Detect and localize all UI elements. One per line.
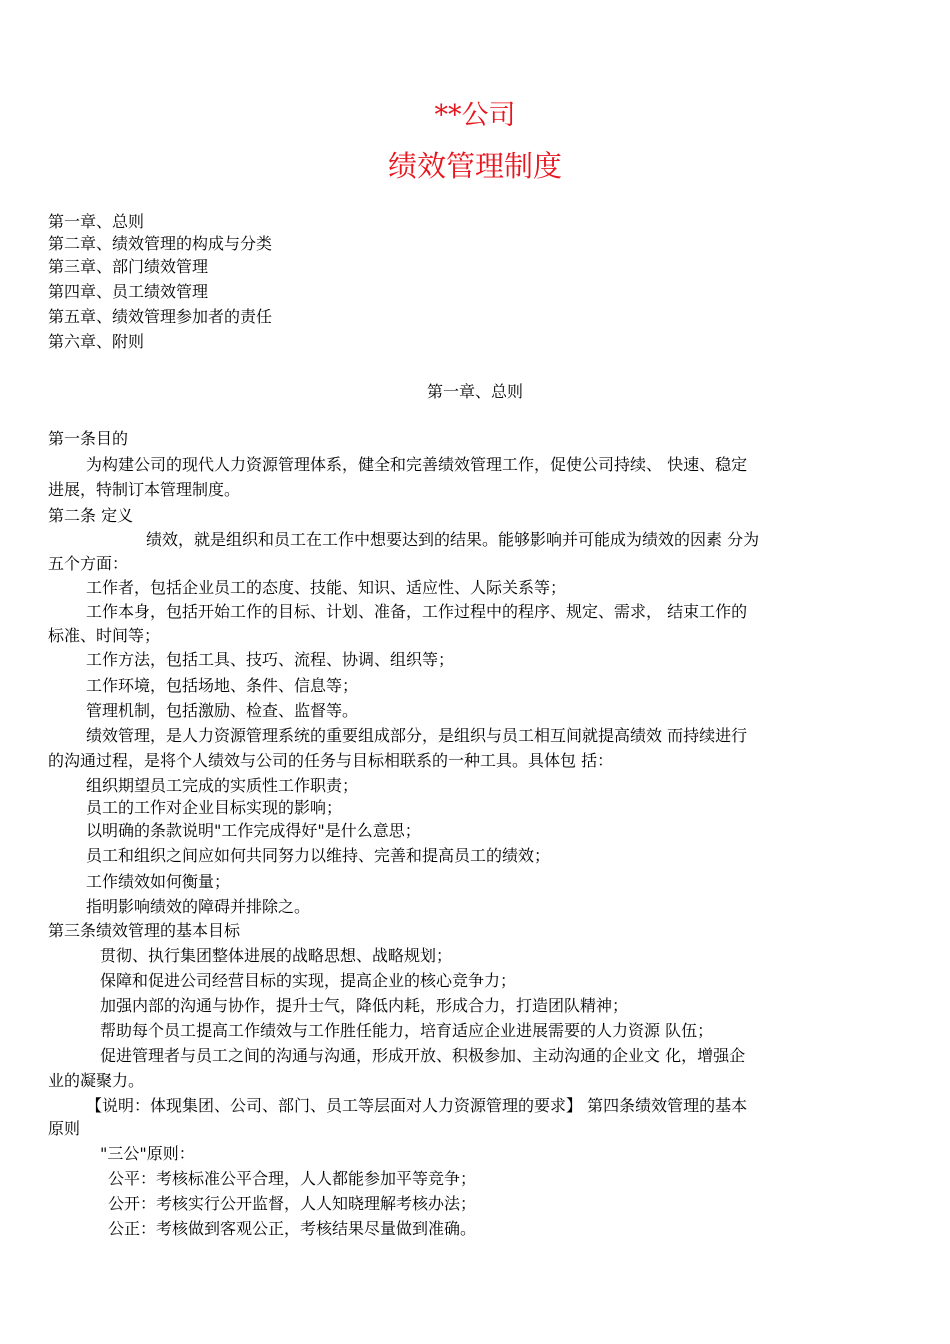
list-item: 促进管理者与员工之间的沟通与沟通，形成开放、积极参加、主动沟通的企业文 化，增强企 xyxy=(100,1046,746,1065)
list-item: 加强内部的沟通与协作，提升士气，降低内耗，形成合力，打造团队精神； xyxy=(100,996,629,1015)
principle-heading: "三公"原则： xyxy=(100,1144,195,1163)
list-item: 公正：考核做到客观公正，考核结果尽量做到准确。 xyxy=(108,1219,477,1238)
list-item: 贯彻、执行集团整体进展的战略思想、战略规划； xyxy=(100,946,453,965)
paragraph-line: 工作环境，包括场地、条件、信息等； xyxy=(86,676,359,695)
paragraph-line: 五个方面： xyxy=(48,554,129,573)
toc-item: 第一章、总则 xyxy=(48,212,145,231)
paragraph-line: 绩效，就是组织和员工在工作中想要达到的结果。能够影响并可能成为绩效的因素 分为 xyxy=(146,530,760,549)
paragraph-line: 管理机制，包括激励、检查、监督等。 xyxy=(86,701,359,720)
article-title: 第一条目的 xyxy=(48,429,129,448)
list-item: 员工和组织之间应如何共同努力以维持、完善和提高员工的绩效； xyxy=(86,846,551,865)
chapter-heading: 第一章、总则 xyxy=(426,382,523,401)
paragraph-line: 工作方法，包括工具、技巧、流程、协调、组织等； xyxy=(86,650,455,669)
list-item: 公开：考核实行公开监督，人人知晓理解考核办法； xyxy=(108,1194,477,1213)
toc-item: 第二章、绩效管理的构成与分类 xyxy=(48,234,273,253)
paragraph-line: 工作者，包括企业员工的态度、技能、知识、适应性、人际关系等； xyxy=(86,578,567,597)
paragraph-line: 业的凝聚力。 xyxy=(48,1071,145,1090)
paragraph-line: 为构建公司的现代人力资源管理体系，健全和完善绩效管理工作，促使公司持续、 快速、稳定 xyxy=(86,455,748,474)
toc-item: 第三章、部门绩效管理 xyxy=(48,257,209,276)
list-item: 指明影响绩效的障碍并排除之。 xyxy=(86,897,311,916)
paragraph-line: 标准、时间等； xyxy=(48,626,161,645)
list-item: 组织期望员工完成的实质性工作职责； xyxy=(86,776,359,795)
article-title: 第三条绩效管理的基本目标 xyxy=(48,921,241,940)
paragraph-line: 进展，特制订本管理制度。 xyxy=(48,480,241,499)
article-title: 第二条 定义 xyxy=(48,506,134,525)
toc-item: 第六章、附则 xyxy=(48,332,145,351)
list-item: 员工的工作对企业目标实现的影响； xyxy=(86,798,343,817)
toc-item: 第五章、绩效管理参加者的责任 xyxy=(48,307,273,326)
paragraph-line: 绩效管理，是人力资源管理系统的重要组成部分，是组织与员工相互间就提高绩效 而持续进行 xyxy=(86,726,748,745)
list-item: 公平：考核标准公平合理，人人都能参加平等竞争； xyxy=(108,1169,477,1188)
company-title: **公司 xyxy=(434,100,516,131)
list-item: 帮助每个员工提高工作绩效与工作胜任能力，培育适应企业进展需要的人力资源 队伍； xyxy=(100,1021,714,1040)
paragraph-line: 工作本身，包括开始工作的目标、计划、准备，工作过程中的程序、规定、需求， 结束工作的 xyxy=(86,602,748,621)
list-item: 工作绩效如何衡量； xyxy=(86,872,231,891)
toc-item: 第四章、员工绩效管理 xyxy=(48,282,209,301)
document-title: 绩效管理制度 xyxy=(387,149,562,183)
list-item: 保障和促进公司经营目标的实现，提高企业的核心竞争力； xyxy=(100,971,517,990)
note-line: 原则 xyxy=(48,1119,81,1138)
list-item: 以明确的条款说明"工作完成得好"是什么意思； xyxy=(86,821,421,840)
paragraph-line: 的沟通过程，是将个人绩效与公司的任务与目标相联系的一种工具。具体包 括： xyxy=(48,751,614,770)
note-line: 【说明：体现集团、公司、部门、员工等层面对人力资源管理的要求】 第四条绩效管理的基本 xyxy=(86,1096,748,1115)
